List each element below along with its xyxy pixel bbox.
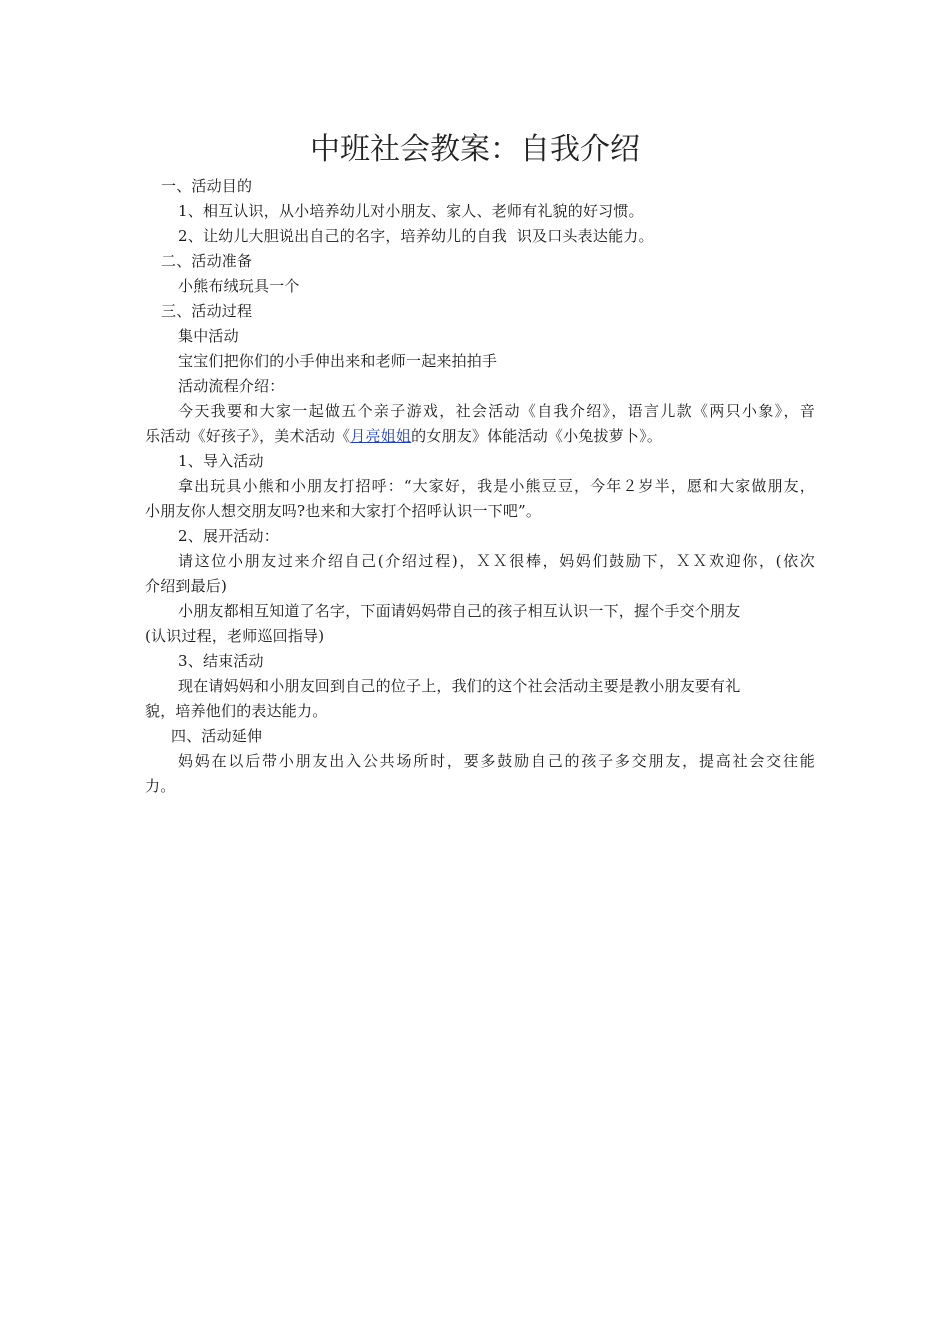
paragraph-line: 集中活动 xyxy=(178,327,239,345)
section-heading-preparation: 二、活动准备 xyxy=(161,252,253,270)
paragraph-line: 拿出玩具小熊和小朋友打招呼：“大家好，我是小熊豆豆，今年２岁半，愿和大家做朋友， xyxy=(178,477,815,495)
paragraph-line: 1、相互认识，从小培养幼儿对小朋友、家人、老师有礼貌的好习惯。 xyxy=(178,202,644,220)
subsection-heading-end: 3、结束活动 xyxy=(178,652,264,670)
paragraph-line: 小朋友你人想交朋友吗?也来和大家打个招呼认识一下吧”。 xyxy=(145,502,542,520)
paragraph-line: 妈妈在以后带小朋友出入公共场所时，要多鼓励自己的孩子多交朋友，提高社会交往能 xyxy=(178,752,815,770)
text-fragment: 乐活动《好孩子》，美术活动《 xyxy=(145,427,351,445)
paragraph-line: 宝宝们把你们的小手伸出来和老师一起来拍拍手 xyxy=(178,352,498,370)
paragraph-line: 请这位小朋友过来介绍自己(介绍过程)，ＸＸ很棒，妈妈们鼓励下，ＸＸ欢迎你，(依次 xyxy=(178,552,815,570)
paragraph-line: 2、让幼儿大胆说出自己的名字，培养幼儿的自我 识及口头表达能力。 xyxy=(178,227,654,245)
paragraph-line: 今天我要和大家一起做五个亲子游戏，社会活动《自我介绍》，语言儿款《两只小象》，音 xyxy=(178,402,815,420)
paragraph-line: 小熊布绒玩具一个 xyxy=(178,277,300,295)
paragraph-line-with-link xyxy=(145,424,815,449)
document-body xyxy=(145,174,815,799)
text-fragment: 的女朋友》体能活动《小兔拔萝卜》。 xyxy=(411,427,663,445)
section-heading-process: 三、活动过程 xyxy=(161,302,253,320)
section-heading-goals: 一、活动目的 xyxy=(161,177,253,195)
paragraph-line: 小朋友都相互知道了名字，下面请妈妈带自己的孩子相互认识一下，握个手交个朋友 xyxy=(178,602,741,620)
paragraph-line: 介绍到最后) xyxy=(145,577,228,595)
paragraph-line: 貌，培养他们的表达能力。 xyxy=(145,702,328,720)
paragraph-line: (认识过程，老师巡回指导) xyxy=(145,627,325,645)
paragraph-line: 现在请妈妈和小朋友回到自己的位子上，我们的这个社会活动主要是教小朋友要有礼 xyxy=(178,677,741,695)
subsection-heading-expand: 2、展开活动： xyxy=(178,527,279,545)
page-title: 中班社会教案：自我介绍 xyxy=(310,132,640,167)
section-heading-extension: 四、活动延伸 xyxy=(171,727,263,745)
subsection-heading-intro: 1、导入活动 xyxy=(178,452,264,470)
link-moon-sister[interactable]: 月亮姐姐 xyxy=(350,427,412,445)
paragraph-line: 活动流程介绍： xyxy=(178,377,285,395)
paragraph-line: 力。 xyxy=(145,777,176,795)
